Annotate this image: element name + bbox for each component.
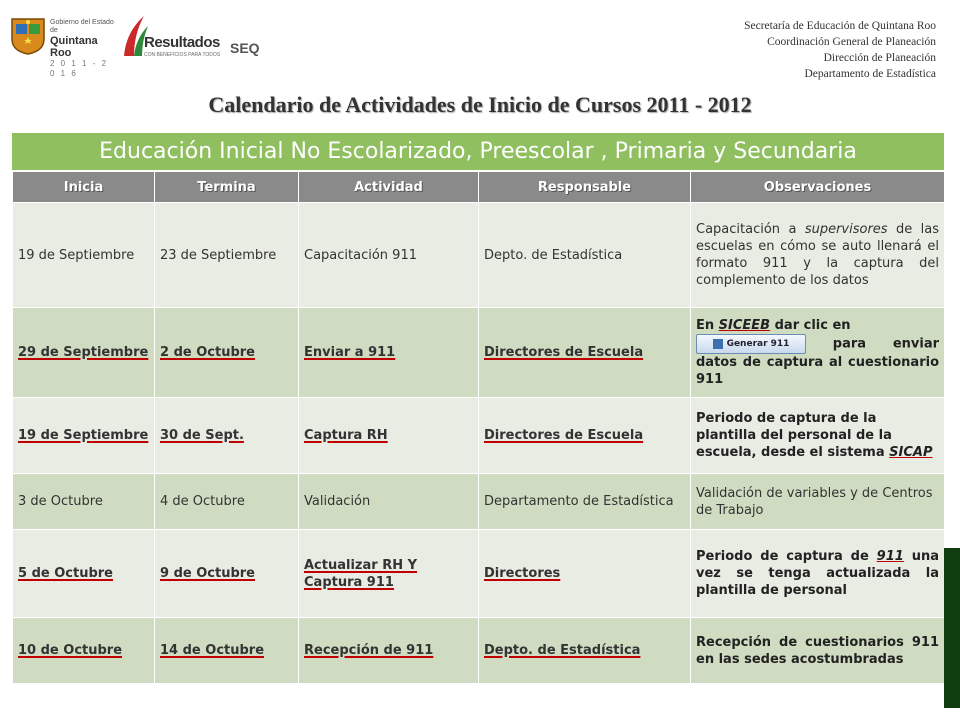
obs-emphasis: 911 xyxy=(876,549,904,564)
cell-observaciones xyxy=(691,203,945,308)
header-observaciones: Observaciones xyxy=(691,172,945,203)
cell-inicia: 19 de Septiembre xyxy=(13,398,155,474)
cell-responsable: Depto. de Estadística xyxy=(479,618,691,684)
department-line: Coordinación General de Planeación xyxy=(767,36,936,48)
cell-termina: 30 de Sept. xyxy=(155,398,299,474)
obs-text: de las escuelas en cómo se auto llenará el formato 911 y la captura del complemento de los datos xyxy=(696,222,939,288)
obs-text: Periodo de captura de xyxy=(696,549,877,564)
department-line: Secretaría de Educación de Quintana Roo xyxy=(744,20,936,32)
resultados-tagline: CON BENEFICIOS PARA TODOS xyxy=(144,52,221,58)
cell-inicia: 29 de Septiembre xyxy=(13,308,155,398)
generar-911-button[interactable] xyxy=(696,334,806,354)
obs-emphasis: SICAP xyxy=(889,445,933,460)
gov-logo-line2: Quintana Roo xyxy=(50,35,98,59)
table-header-row xyxy=(13,172,945,203)
obs-emphasis: supervisores xyxy=(804,222,888,237)
table-row xyxy=(13,618,945,684)
resultados-logo xyxy=(120,14,220,62)
header-responsable: Responsable xyxy=(479,172,691,203)
gov-logo-line3: 2 0 1 1 - 2 0 1 6 xyxy=(50,59,109,78)
obs-text: Capacitación a xyxy=(696,222,805,237)
save-icon xyxy=(713,339,723,349)
cell-actividad: Capacitación 911 xyxy=(299,203,479,308)
table-row xyxy=(13,474,945,530)
cell-actividad: Enviar a 911 xyxy=(299,308,479,398)
obs-emphasis: SICEEB xyxy=(718,318,771,333)
cell-responsable: Departamento de Estadística xyxy=(479,474,691,530)
cell-responsable: Depto. de Estadística xyxy=(479,203,691,308)
cell-termina: 14 de Octubre xyxy=(155,618,299,684)
government-logo xyxy=(10,15,115,78)
cell-actividad: Validación xyxy=(299,474,479,530)
cell-termina: 4 de Octubre xyxy=(155,474,299,530)
header-actividad: Actividad xyxy=(299,172,479,203)
table-row xyxy=(13,308,945,398)
obs-text: Periodo de captura de la plantilla del personal de la escuela, desde el sistema xyxy=(696,411,892,460)
cell-termina: 23 de Septiembre xyxy=(155,203,299,308)
header-termina: Termina xyxy=(155,172,299,203)
table-row xyxy=(13,530,945,618)
gov-logo-line1: Gobierno del Estado de xyxy=(50,19,114,34)
cell-observaciones: Recepción de cuestionarios 911 en las sedes acostumbradas xyxy=(691,618,945,684)
obs-text: una vez se tenga actualizada la plantilla de personal xyxy=(696,549,939,598)
table-row xyxy=(13,398,945,474)
department-block xyxy=(744,18,936,82)
document-title: Calendario de Actividades de Inicio de Cursos 2011 - 2012 xyxy=(208,92,752,117)
cell-inicia: 5 de Octubre xyxy=(13,530,155,618)
department-line: Dirección de Planeación xyxy=(823,52,936,64)
cell-observaciones xyxy=(691,398,945,474)
resultados-word: Resultados xyxy=(144,34,220,51)
cell-observaciones: Validación de variables y de Centros de Trabajo xyxy=(691,474,945,530)
section-heading: Educación Inicial No Escolarizado, Preescolar , Primaria y Secundaria xyxy=(12,133,944,170)
cell-actividad: Actualizar RH Y Captura 911 xyxy=(299,530,479,618)
cell-termina: 2 de Octubre xyxy=(155,308,299,398)
cell-responsable: Directores de Escuela xyxy=(479,398,691,474)
cell-termina: 9 de Octubre xyxy=(155,530,299,618)
obs-text: En xyxy=(696,318,719,333)
cell-inicia: 3 de Octubre xyxy=(13,474,155,530)
activities-table xyxy=(12,171,945,684)
seq-logo: SEQ xyxy=(230,40,260,56)
cell-observaciones xyxy=(691,308,945,398)
obs-text: dar clic en xyxy=(770,318,851,333)
side-decoration xyxy=(944,548,960,708)
table-row xyxy=(13,203,945,308)
cell-inicia: 19 de Septiembre xyxy=(13,203,155,308)
obs-text: para enviar datos de captura al cuestionario 911 xyxy=(696,336,939,387)
header-inicia: Inicia xyxy=(13,172,155,203)
cell-actividad: Captura RH xyxy=(299,398,479,474)
cell-responsable: Directores de Escuela xyxy=(479,308,691,398)
generar-911-label: Generar 911 xyxy=(726,339,790,349)
cell-responsable: Directores xyxy=(479,530,691,618)
cell-observaciones xyxy=(691,530,945,618)
cell-actividad: Recepción de 911 xyxy=(299,618,479,684)
cell-inicia: 10 de Octubre xyxy=(13,618,155,684)
department-line: Departamento de Estadística xyxy=(804,68,936,80)
state-shield-icon xyxy=(10,17,46,55)
